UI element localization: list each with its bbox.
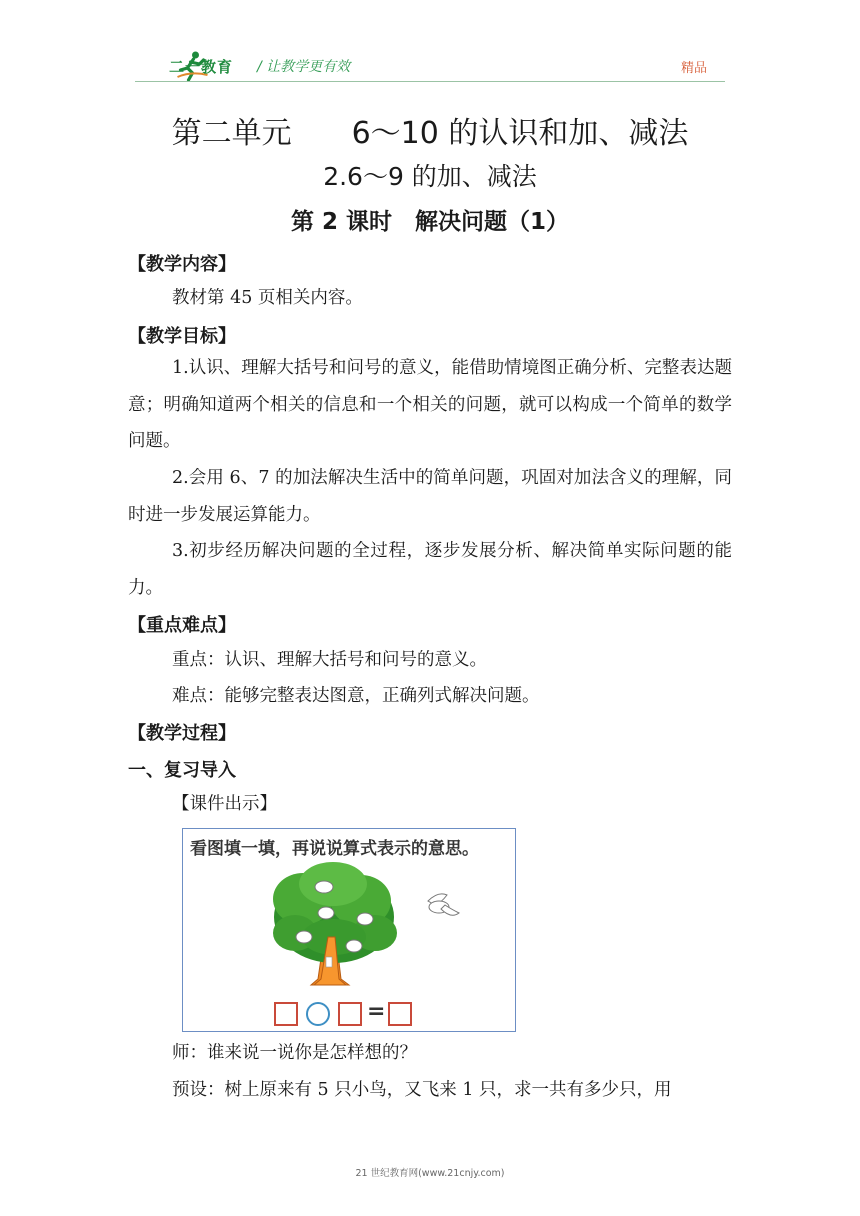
exercise-figure: [182, 828, 516, 1032]
header-divider: [135, 81, 725, 82]
answer-box-2[interactable]: [338, 1002, 362, 1026]
heading-teaching-process: 【教学过程】: [128, 723, 236, 744]
figure-instruction: 看图填一填，再说说算式表示的意思。: [190, 839, 479, 859]
unit-title: 第二单元 6～10 的认识和加、减法: [171, 116, 689, 151]
quality-badge: 精品: [680, 61, 707, 76]
step-review-intro: 一、复习导入: [128, 760, 236, 781]
page-header: [135, 48, 725, 88]
teacher-question: 师：谁来说一说你是怎样想的？: [172, 1043, 417, 1063]
lesson-title: 第 2 课时 解决问题（1）: [290, 209, 570, 235]
courseware-label: 【课件出示】: [172, 794, 277, 814]
goal-3: 3.初步经历解决问题的全过程，逐步发展分析、解决简单实际问题的能力。: [128, 541, 732, 598]
preset-answer: 预设：树上原来有 5 只小鸟，又飞来 1 只，求一共有多少只，用: [172, 1080, 672, 1100]
goal-1: 1.认识、理解大括号和问号的意义，能借助情境图正确分析、完整表达题意；明确知道两个相关的信息和一个相关的问题，就可以构成一个简单的数学问题。: [128, 358, 732, 451]
section-title: 2.6～9 的加、减法: [323, 162, 537, 191]
equals-sign: =: [367, 999, 386, 1024]
difficulty-text: 难点：能够完整表达图意，正确列式解决问题。: [172, 686, 540, 706]
logo-text: 二一教育: [169, 58, 234, 76]
key-point-text: 重点：认识、理解大括号和问号的意义。: [172, 650, 487, 670]
page-footer: 21 世纪教育网(www.21cnjy.com): [355, 1168, 505, 1179]
heading-teaching-goals: 【教学目标】: [128, 326, 236, 347]
heading-key-points: 【重点难点】: [128, 615, 236, 636]
answer-box-result[interactable]: [388, 1002, 412, 1026]
tree-with-birds-illustration: [183, 829, 513, 1029]
teaching-content-text: 教材第 45 页相关内容。: [172, 288, 363, 308]
answer-box-1[interactable]: [274, 1002, 298, 1026]
goal-2: 2.会用 6、7 的加法解决生活中的简单问题，巩固对加法含义的理解，同时进一步发展运算能力。: [128, 468, 732, 525]
heading-teaching-content: 【教学内容】: [128, 254, 236, 275]
operator-circle[interactable]: [306, 1002, 330, 1026]
slogan: / 让教学更有效: [257, 59, 351, 75]
